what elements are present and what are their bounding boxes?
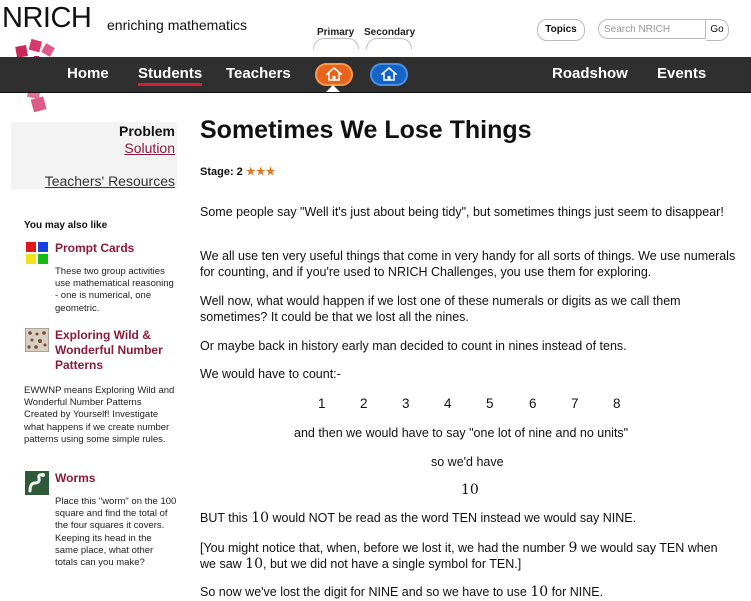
exploring-patterns-description: EWWNP means Exploring Wild and Wonderful Number Patterns Created by Yourself! Investigate what happens if we create number patterns using some simple rules. [24, 385, 175, 445]
topics-button[interactable]: Topics [537, 19, 585, 41]
paragraph-but [200, 511, 745, 527]
prompt-cards-description: These two group activities use mathematical reasoning - one is numerical, one geometric. [55, 266, 174, 314]
nav-home[interactable]: Home [67, 65, 109, 82]
note-text-b: we would say TEN when [580, 541, 718, 555]
paragraph-5: We would have to count:- [200, 367, 341, 381]
stage-indicator [200, 165, 275, 178]
stage-stars: ★★★ [245, 166, 276, 178]
house-icon [326, 67, 342, 81]
count-number: 2 [360, 396, 368, 411]
count-number: 1 [318, 396, 326, 411]
exploring-patterns-title-line3: Patterns [55, 358, 104, 372]
exploring-patterns-thumbnail[interactable] [25, 328, 49, 352]
secondary-arc [366, 38, 412, 49]
house-icon [381, 67, 397, 81]
nav-pointer [326, 85, 340, 92]
ten-numeral: 10 [461, 482, 479, 498]
solution-link[interactable]: Solution [124, 140, 175, 156]
ten-numeral-inline: 10 [245, 555, 263, 572]
exploring-patterns-link[interactable] [55, 328, 163, 373]
count-number: 5 [486, 396, 494, 411]
go-button[interactable]: Go [706, 19, 729, 41]
nine-numeral-inline: 9 [568, 540, 578, 556]
primary-home-button[interactable] [315, 63, 353, 86]
paragraph-3: Well now, what would happen if we lost one of these numerals or digits as we call them sometimes? It could be that we lost all the nines. [200, 294, 681, 324]
prompt-cards-thumbnail[interactable] [25, 241, 49, 265]
and-then-line: and then we would have to say "one lot of nine and no units" [294, 426, 629, 440]
you-may-also-like-heading: You may also like [24, 220, 108, 231]
but-text-pre: BUT this [200, 511, 248, 525]
prompt-cards-link[interactable]: Prompt Cards [55, 241, 135, 255]
secondary-home-button[interactable] [370, 63, 408, 86]
paragraph-last [200, 585, 745, 601]
paragraph-2: We all use ten very useful things that come in very handy for all sorts of things. We use numerals for counting, and if you're used to NRICH Challenges, you use them for exploring. [200, 249, 736, 279]
problem-tab: Problem [118, 123, 175, 139]
worms-thumbnail[interactable] [25, 471, 49, 495]
primary-label[interactable]: Primary [317, 27, 355, 38]
page-title: Sometimes We Lose Things [200, 116, 532, 144]
worms-link[interactable]: Worms [55, 471, 96, 485]
search-input[interactable]: Search NRICH [598, 19, 706, 39]
nav-teachers[interactable]: Teachers [226, 65, 291, 82]
note-text-c: we saw [200, 556, 242, 571]
secondary-label[interactable]: Secondary [364, 27, 416, 38]
nav-roadshow[interactable]: Roadshow [552, 65, 628, 82]
primary-arc [313, 38, 359, 49]
count-number: 3 [402, 396, 410, 411]
exploring-patterns-title-line2: Wonderful Number [55, 343, 163, 357]
note-text-a: [You might notice that, when, before we lost it, we had the number [200, 541, 566, 555]
ten-numeral-inline: 10 [251, 510, 270, 526]
count-number: 7 [571, 396, 579, 411]
last-text-post: for NINE. [551, 585, 604, 599]
nav-students[interactable]: Students [138, 65, 202, 86]
last-text-pre: So now we've lost the digit for NINE and so we have to use [200, 585, 527, 599]
paragraph-1: Some people say "Well it's just about being tidy", but sometimes things just seem to disappear! [200, 205, 724, 219]
worms-description: Place this "worm" on the 100 square and find the total of the four squares it covers. Keeping its head in the same place, what other totals can you make? [55, 496, 177, 569]
ten-numeral-inline: 10 [530, 584, 549, 600]
count-number: 8 [613, 396, 621, 411]
nav-events[interactable]: Events [657, 65, 707, 82]
count-number: 6 [529, 396, 537, 411]
tagline: enriching mathematics [107, 17, 248, 33]
so-wed-have-line: so we'd have [431, 455, 504, 469]
problem-nav-box [11, 122, 177, 189]
stage-label: Stage: 2 [200, 166, 243, 178]
main-nav [0, 57, 751, 93]
nrich-logo-text[interactable]: NRICH [2, 2, 92, 34]
count-number: 4 [444, 396, 452, 411]
paragraph-note [200, 541, 745, 572]
exploring-patterns-title-line1: Exploring Wild & [55, 328, 151, 342]
note-text-d: , but we did not have a single symbol for TEN.] [263, 556, 522, 571]
but-text-post: would NOT be read as the word TEN instead we would say NINE. [272, 511, 637, 525]
teachers-resources-link[interactable]: Teachers' Resources [44, 173, 175, 189]
paragraph-4: Or maybe back in history early man decided to count in nines instead of tens. [200, 339, 627, 353]
